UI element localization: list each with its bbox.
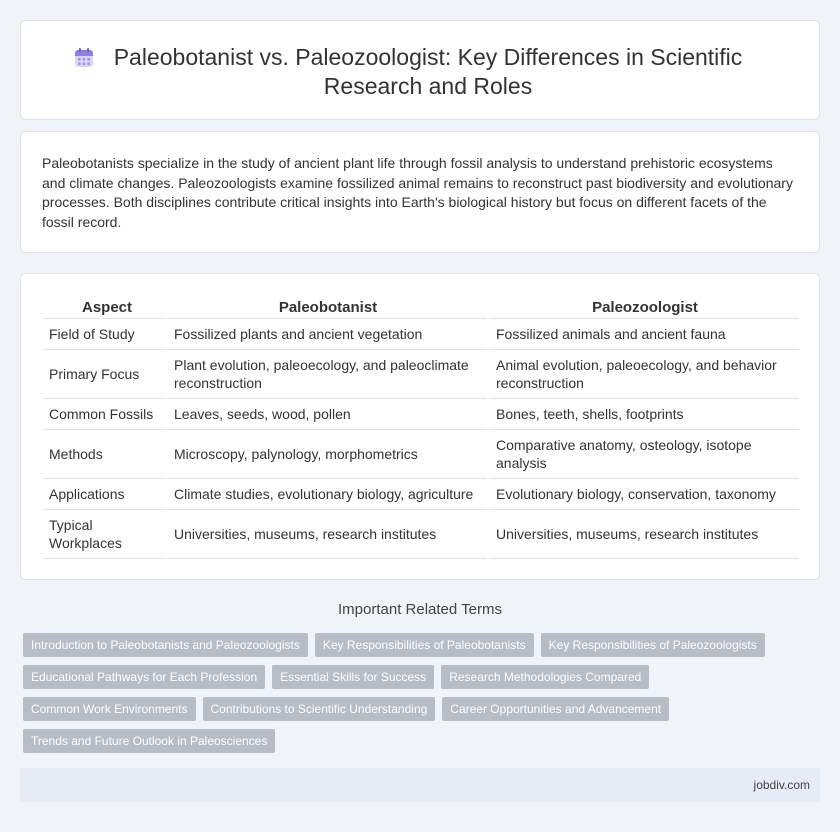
row-paleozoologist: Universities, museums, research institutes <box>487 510 799 559</box>
footer-site-link[interactable]: jobdiv.com <box>753 778 810 792</box>
comparison-table <box>43 294 799 559</box>
row-paleobotanist: Leaves, seeds, wood, pollen <box>165 399 487 430</box>
related-term-tag[interactable]: Educational Pathways for Each Profession <box>23 665 265 689</box>
page-title: Paleobotanist vs. Paleozoologist: Key Differences in Scientific Research and Roles <box>113 44 743 99</box>
related-term-tag[interactable]: Introduction to Paleobotanists and Paleozoologists <box>23 633 308 657</box>
intro-paragraph: Paleobotanists specialize in the study of ancient plant life through fossil analysis to understand prehistoric ecosystems and climate changes. Paleozoologists examine fossilized animal remains to reconstruct past biodiversity and evolutionary processes. Both disciplines contribute critical insights into Earth's biological history but focus on different facets of the fossil record. <box>42 155 793 230</box>
table-row <box>43 430 799 479</box>
row-paleozoologist: Fossilized animals and ancient fauna <box>487 319 799 350</box>
related-term-tag[interactable]: Common Work Environments <box>23 697 196 721</box>
related-term-tag[interactable]: Key Responsibilities of Paleozoologists <box>541 633 765 657</box>
row-aspect: Applications <box>43 479 165 510</box>
row-paleobotanist: Plant evolution, paleoecology, and paleoclimate reconstruction <box>165 350 487 399</box>
row-aspect: Common Fossils <box>43 399 165 430</box>
row-paleobotanist: Universities, museums, research institutes <box>165 510 487 559</box>
row-aspect: Methods <box>43 430 165 479</box>
row-paleozoologist: Evolutionary biology, conservation, taxonomy <box>487 479 799 510</box>
row-paleobotanist: Microscopy, palynology, morphometrics <box>165 430 487 479</box>
row-paleozoologist: Animal evolution, paleoecology, and behavior reconstruction <box>487 350 799 399</box>
intro-card <box>20 131 820 253</box>
row-paleobotanist: Climate studies, evolutionary biology, agriculture <box>165 479 487 510</box>
footer <box>20 768 820 802</box>
row-aspect: Primary Focus <box>43 350 165 399</box>
table-row <box>43 479 799 510</box>
related-term-tag[interactable]: Trends and Future Outlook in Paleosciences <box>23 729 275 753</box>
table-row <box>43 399 799 430</box>
related-term-tag[interactable]: Contributions to Scientific Understanding <box>203 697 436 721</box>
related-term-tag[interactable]: Key Responsibilities of Paleobotanists <box>315 633 534 657</box>
table-row <box>43 350 799 399</box>
header-aspect: Aspect <box>43 294 165 319</box>
row-paleozoologist: Comparative anatomy, osteology, isotope analysis <box>487 430 799 479</box>
table-row <box>43 319 799 350</box>
related-term-tag[interactable]: Research Methodologies Compared <box>441 665 649 689</box>
related-terms-title: Important Related Terms <box>338 601 502 618</box>
header-paleozoologist: Paleozoologist <box>487 294 799 319</box>
related-term-tag[interactable]: Career Opportunities and Advancement <box>442 697 669 721</box>
row-paleozoologist: Bones, teeth, shells, footprints <box>487 399 799 430</box>
header-card <box>20 20 820 120</box>
row-aspect: Field of Study <box>43 319 165 350</box>
related-terms-list <box>23 633 803 761</box>
comparison-card <box>20 273 820 580</box>
row-paleobotanist: Fossilized plants and ancient vegetation <box>165 319 487 350</box>
related-term-tag[interactable]: Essential Skills for Success <box>272 665 434 689</box>
header-paleobotanist: Paleobotanist <box>165 294 487 319</box>
table-header-row <box>43 294 799 319</box>
table-row <box>43 510 799 559</box>
row-aspect: Typical Workplaces <box>43 510 165 559</box>
